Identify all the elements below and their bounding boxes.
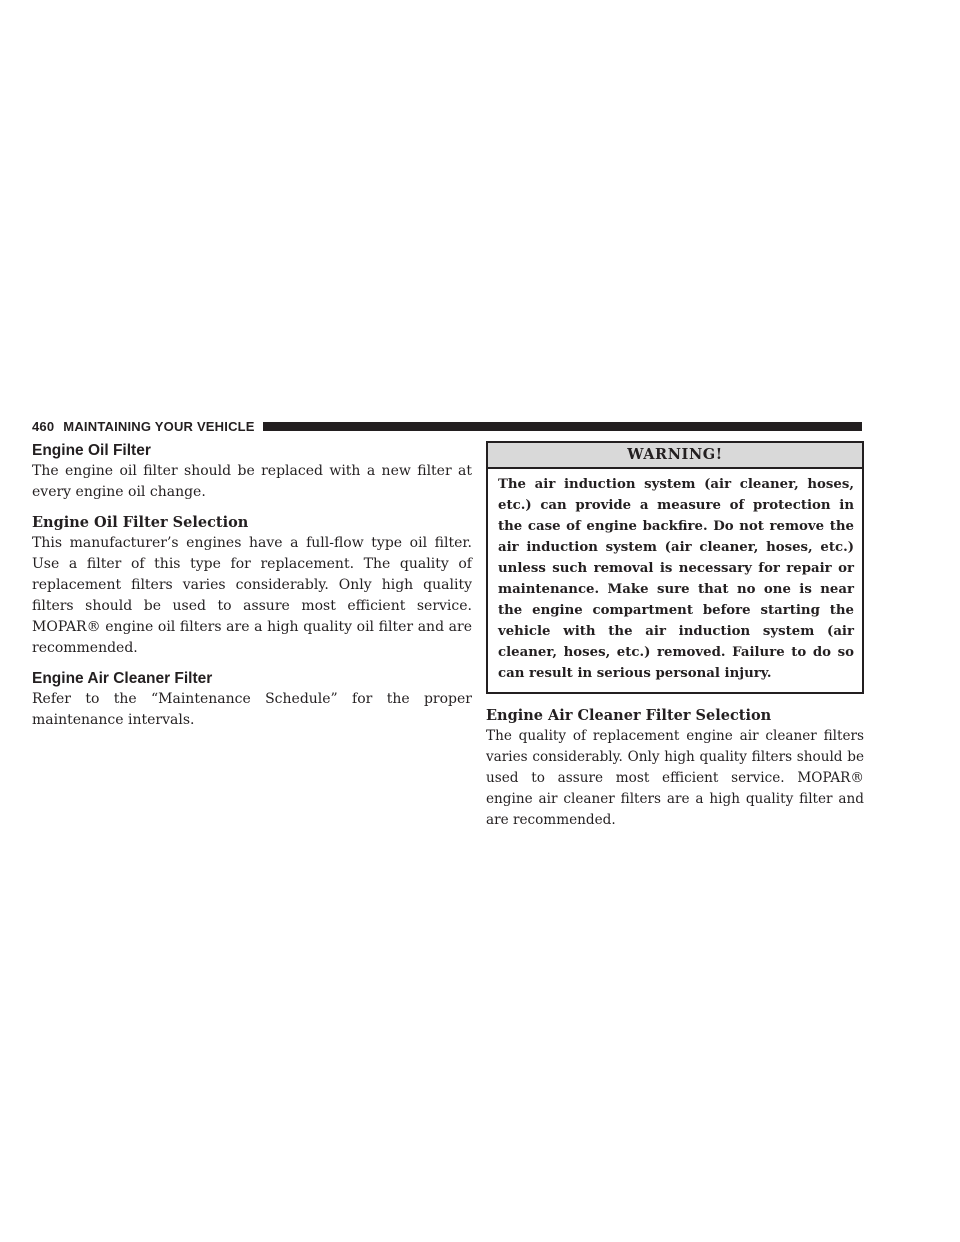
warning-title: WARNING! xyxy=(488,443,862,469)
air-cleaner-selection-heading: Engine Air Cleaner Filter Selection xyxy=(486,707,772,724)
header-rule xyxy=(263,422,862,431)
page-number: 460 xyxy=(32,418,55,434)
left-column xyxy=(32,441,472,731)
air-cleaner-filter-heading: Engine Air Cleaner Filter xyxy=(32,670,213,687)
page-header xyxy=(32,418,862,434)
warning-text: The air induction system (air cleaner, hoses, etc.) can provide a measure of protection in the case of engine backfire. Do not remove the air induction system (air cleaner, hoses, etc.) unless such removal is necessary for repair or maintenance. Make sure that no one is near the engine compartment before starting the vehicle with the air induction system (air cleaner, hoses, etc.) removed. Failure to do so can result in serious personal injury. xyxy=(498,477,854,681)
section-title: MAINTAINING YOUR VEHICLE xyxy=(63,418,255,434)
air-cleaner-selection-text: The quality of replacement engine air cleaner filters varies considerably. Only high quality filters should be used to assure most efficient service. MOPAR® engine air cleaner filters are a high quality filter and are recommended. xyxy=(486,728,864,828)
right-column xyxy=(486,441,864,831)
air-cleaner-filter-text: Refer to the “Maintenance Schedule” for the proper maintenance intervals. xyxy=(32,691,472,728)
oil-filter-selection-heading: Engine Oil Filter Selection xyxy=(32,514,249,531)
warning-box xyxy=(486,441,864,694)
oil-filter-selection-text: This manufacturer’s engines have a full-flow type oil filter. Use a filter of this type for replacement. The quality of replacement filters varies considerably. Only high quality filters should be used to assure most efficient service. MOPAR® engine oil filters are a high quality oil filter and are recommended. xyxy=(32,535,472,656)
oil-filter-text: The engine oil filter should be replaced with a new filter at every engine oil change. xyxy=(32,463,472,500)
oil-filter-heading: Engine Oil Filter xyxy=(32,442,151,459)
